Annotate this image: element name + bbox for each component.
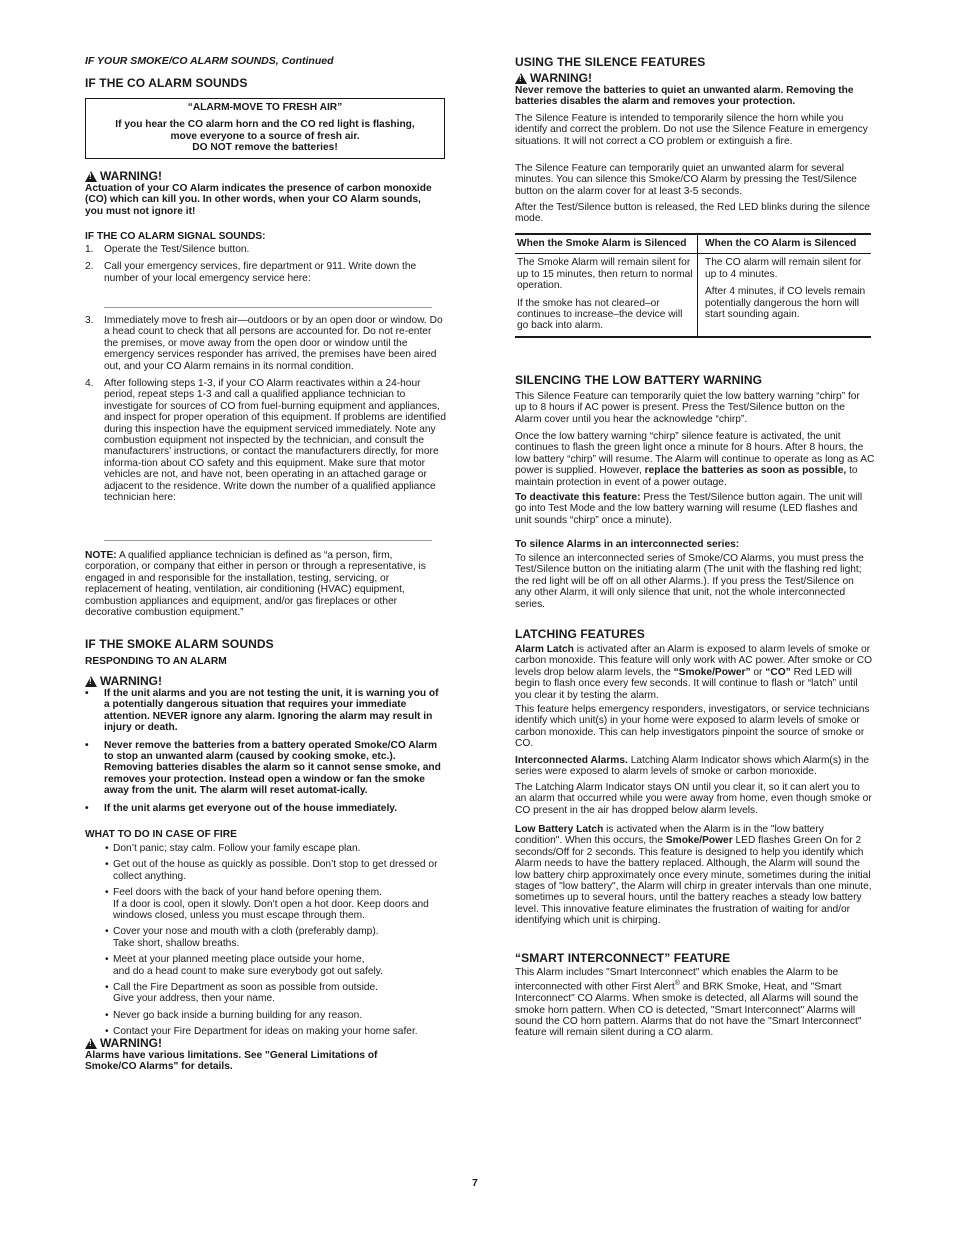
silence-p2: The Silence Feature can temporarily quiet an unwanted alarm for several minutes. You can silence this Smoke/CO Alarm by pressing the Test/Silence button on the alarm cover for at least 3-5 seconds. [515,163,857,197]
table-header-row [515,234,871,254]
silence-warning [515,71,875,108]
list-item: • Contact your Fire Department for ideas on making your home safer. [105,1026,418,1038]
silence-warning-text: Never remove the batteries to quiet an unwanted alarm. Removing the batteries disables the alarm and removes your protection. [515,85,854,108]
latching-p2: This feature helps emergency responders, investigators, or service technicians identify which unit(s) in your home were exposed to alarm levels of smoke or carbon monoxide. This can help investigators pinpoint the source of smoke or CO. [515,704,870,750]
co-steps-list-2 [85,315,447,510]
continued-header: IF YOUR SMOKE/CO ALARM SOUNDS, Continued [85,55,334,67]
smoke-warning [85,674,447,820]
box-title: “ALARM-MOVE TO FRESH AIR” [187,102,343,113]
silence-p1: The Silence Feature is intended to temporarily silence the horn while you identify and correct the problem. Do not use the Silence Feature in emergency situations. It will not correct a CO problem or extinguish a fire. [515,113,868,147]
low-battery-p1: This Silence Feature can temporarily quiet the low battery warning “chirp” for up to 8 hours if AC power is present. Press the Test/Silence button on the Alarm cover until you hear the acknowledge “chirp”. [515,391,860,425]
smart-interconnect-text: This Alarm includes "Smart Interconnect" which enables the Alarm to be interconnected with other First Alert® and BRK Smoke, Heat, and "Smart Interconnect" CO Alarms. When smoke is detected, all Alarms will sound the smoke horn pattern. When CO is detected, "Smart Interconnect" Alarms will sound the CO horn pattern. Alarms that do not have the "Smart Interconnect" feature will remain silent during a CO alarm. [515,967,862,1039]
list-item: • If the unit alarms and you are not testing the unit, it is warning you of a potentially dangerous situation that requires your immediate attention. NEVER ignore any alarm. Ignoring the alarm may result in injury or death. [85,688,439,734]
latching-p4: The Latching Alarm Indicator stays ON until you clear it, so it can alert you to an alarm that occurred while you were away from home, even though smoke or CO present in the air has dropped below alarm levels. [515,782,872,816]
limitations-warning [85,1036,425,1073]
list-item: • Cover your nose and mouth with a cloth (preferably damp). Take short, shallow breaths. [105,926,379,949]
list-item: • Don’t panic; stay calm. Follow your family escape plan. [105,843,361,854]
silence-p3: After the Test/Silence button is released, the Red LED blinks during the silence mode. [515,202,870,225]
warning-triangle-icon [85,1038,97,1049]
smoke-warning-header: ! WARNING! [85,674,447,688]
table-row [515,254,871,337]
box-line-1: If you hear the CO alarm horn and the CO red light is flashing, [115,119,415,131]
latching-p1: Alarm Latch is activated after an Alarm is exposed to alarm levels of smoke or carbon monoxide. This feature will only work with AC power. After smoke or CO levels drop below alarm levels, the “Smoke/Power” or “CO” Red LED will begin to flash once every few seconds. It will continue to flash or “latch” until you clear it by testing the alarm. [515,644,873,701]
warning-triangle-icon [85,171,97,182]
list-item: • Call the Fire Department as soon as possible from outside. Give your address, then your name. [105,982,378,1005]
fire-list [85,843,450,1043]
warning-triangle-icon [515,73,527,84]
interconnect-text: To silence an interconnected series of Smoke/CO Alarms, you must press the Test/Silence button on the initiating alarm (The unit with the flashing red light; the red light will be off on all other Alarms.). If you press the Test/Silence on any other Alarm, it will only silence that unit, not the whole interconnected series. [515,553,864,610]
list-item: • Get out of the house as quickly as possible. Don’t stop to get dressed or collect anything. [105,859,438,882]
co-warning [85,169,435,217]
table-header-co: When the CO Alarm is Silenced [698,234,872,254]
smoke-warning-list [85,688,441,814]
responding-heading: RESPONDING TO AN ALARM [85,656,227,667]
list-item: • Feel doors with the back of your hand before opening them. If a door is cool, open it slowly. Don’t open a hot door. Keep doors and windows closed, unless you must escape through them. [105,887,429,922]
table-header-smoke: When the Smoke Alarm is Silenced [515,234,698,254]
low-battery-p2: Once the low battery warning “chirp” silence feature is activated, the unit continues to flash the green light once a minute for 8 hours. After 8 hours, the low battery “chirp” will resume. The Alarm will continue to operate as long as AC power is supplied. However, replace the batteries as soon as possible, to maintain protection in event of a power outage. [515,431,875,488]
box-line-3: DO NOT remove the batteries! [192,142,338,154]
silence-heading: USING THE SILENCE FEATURES [515,55,706,69]
list-item: 2. Call your emergency services, fire department or 911. Write down the number of your local emergency service here: [85,261,417,284]
alarm-move-box [85,98,445,159]
limitations-warning-text: Alarms have various limitations. See "General Limitations of Smoke/CO Alarms" for details. [85,1050,378,1073]
latching-heading: LATCHING FEATURES [515,627,645,641]
smart-interconnect-heading: “SMART INTERCONNECT” FEATURE [515,951,731,965]
table-cell-smoke: The Smoke Alarm will remain silent for up to 15 minutes, then return to normal operation. If the smoke has not cleared–or continues to increase–the device will go back into alarm. [515,254,698,337]
fire-heading: WHAT TO DO IN CASE OF FIRE [85,829,237,840]
list-item: 1. Operate the Test/Silence button. [85,244,250,255]
list-item: • Never remove the batteries from a battery operated Smoke/CO Alarm to stop an unwanted alarm (caused by cooking smoke, etc.). Removing batteries disables the alarm so it cannot sense smoke, and removes your protection. Instead open a window or fan the smoke away from the unit. The alarm will reset automat-ically. [85,739,441,797]
box-line-2: move everyone to a source of fresh air. [170,130,360,142]
silence-table [515,233,871,338]
co-signal-heading: IF THE CO ALARM SIGNAL SOUNDS: [85,231,266,242]
emergency-number-line [104,307,432,308]
list-item: 4. After following steps 1-3, if your CO Alarm reactivates within a 24-hour period, repeat steps 1-3 and call a qualified appliance technician to investigate for sources of CO from fuel-burning equipment and appliances, and inspect for proper operation of this equipment. If problems are identified during this inspection have the equipment serviced immediately. Note any combustion equipment not inspected by the technician, and consult the manufacturers’ instructions, or contact the manufacturers directly, for more informa-tion about CO safety and this equipment. Make sure that motor vehicles are not, and have not, been operating in an attached garage or adjacent to the residence. Write down the number of a qualified appliance technician here: [85,378,447,504]
table-cell-co: The CO alarm will remain silent for up to 4 minutes. After 4 minutes, if CO levels remain potentially dangerous the horn will start sounding again. [698,254,872,337]
co-alarm-heading: IF THE CO ALARM SOUNDS [85,76,248,90]
latching-p5: Low Battery Latch is activated when the Alarm is in the "low battery condition". When this occurs, the Smoke/Power LED flashes Green On for 2 seconds/Off for 2 seconds. This feature is designed to help you identify which Alarm needs to have the battery replaced. Although, the Alarm will sound the low battery chirp approximately once every minute, sometimes during the initial stages of "low battery", the Alarm will chirp in greater intervals than one minute, sometimes up to several hours, until the battery reaches a steady low battery level. This innovative feature eliminates the frustration of waiting for and/or identifying which unit is chirping. [515,824,872,927]
co-warning-header: ! WARNING! [85,169,435,183]
low-battery-p3: To deactivate this feature: Press the Test/Silence button again. The unit will go into Test Mode and the low battery warning will resume (LED flashes and unit sounds “chirp” once a minute). [515,492,863,526]
list-item: 3. Immediately move to fresh air—outdoors or by an open door or window. Do a head count to check that all persons are accounted for. Do not re-enter the premises, or move away from the open door or window until the emergency services responder has arrived, the premises have been aired out, and your CO Alarm remains in its normal condition. [85,315,443,372]
co-steps-list [85,244,447,290]
list-item: • Never go back inside a burning building for any reason. [105,1009,363,1021]
co-warning-text: Actuation of your CO Alarm indicates the presence of carbon monoxide (CO) which can kill you. In other words, when your CO Alarm sounds, you must not ignore it! [85,183,432,217]
smoke-alarm-heading: IF THE SMOKE ALARM SOUNDS [85,637,274,651]
technician-number-line [104,540,432,541]
interconnect-heading: To silence Alarms in an interconnected series: [515,539,740,550]
list-item: • Meet at your planned meeting place outside your home, and do a head count to make sure everybody got out safely. [105,954,383,977]
limitations-warning-header: ! WARNING! [85,1036,425,1050]
list-item: • If the unit alarms get everyone out of the house immediately. [85,802,398,814]
warning-triangle-icon [85,676,97,687]
page-number: 7 [472,1177,478,1189]
technician-note: NOTE: A qualified appliance technician is defined as “a person, firm, corporation, or company that either in person or through a representative, is engaged in and responsible for the installation, testing, servicing, or replacement of heating, ventilation, air conditioning (HVAC) equipment, combustion appliances and equipment, and/or gas fireplaces or other decorative combustion equipment.” [85,550,426,619]
low-battery-heading: SILENCING THE LOW BATTERY WARNING [515,373,763,387]
silence-warning-header: ! WARNING! [515,71,875,85]
latching-p3: Interconnected Alarms. Latching Alarm Indicator shows which Alarm(s) in the series were exposed to alarm levels of smoke or carbon monoxide. [515,755,870,778]
